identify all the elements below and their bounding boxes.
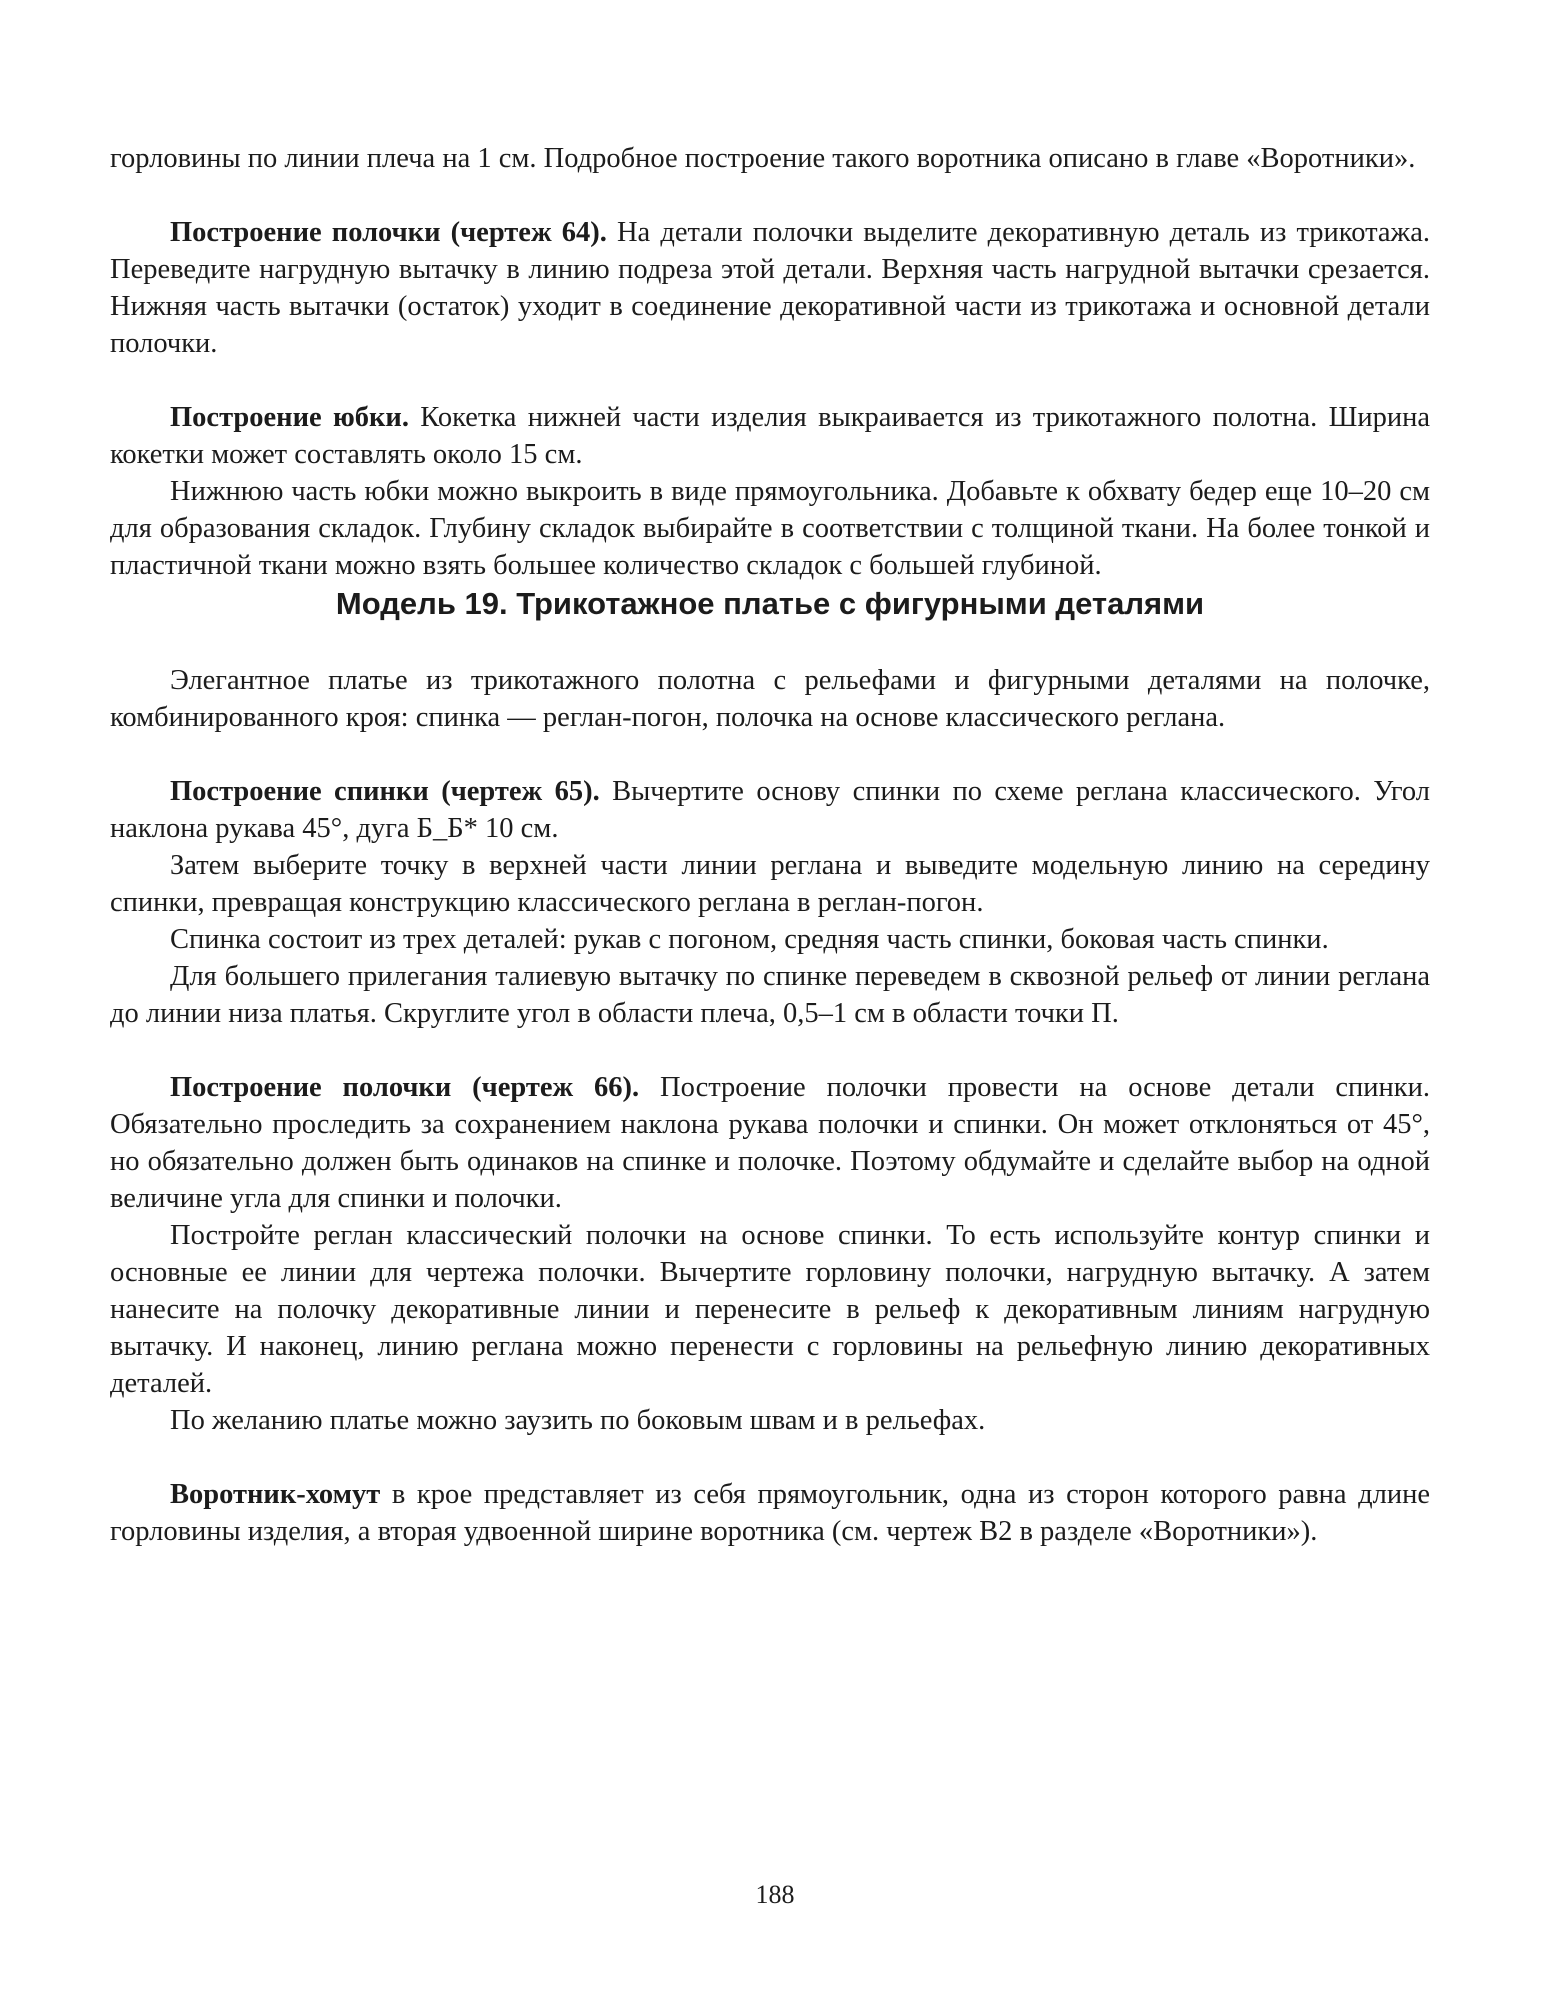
paragraph-text: Постройте реглан классический полочки на основе спинки. То есть используйте контур спинки и основные ее линии для чертежа полочки. Вычертите горловину полочки, нагрудную вытачку. А затем нанесите на полочку декоративные линии и перенесите в рельеф к декоративным линиям нагрудную вытачку. И наконец, линию реглана можно перенести с горловины на рельефную линию декоративных деталей. [110,1220,1430,1399]
paragraph-text: Затем выберите точку в верхней части линии реглана и выведите модельную линию на середину спинки, превращая конструкцию классического реглана в реглан-погон. [110,850,1430,918]
paragraph-back-construction-65 [110,773,1430,847]
paragraph-front-construction-64 [110,214,1430,362]
section-heading: Модель 19. Трикотажное платье с фигурными деталями [335,586,1205,621]
paragraph-lead: Построение полочки (чертеж 64). [170,217,607,248]
paragraph-back-step-3 [110,921,1430,958]
paragraph-back-step-2 [110,847,1430,921]
paragraph-text: По желанию платье можно заузить по боковым швам и в рельефах. [170,1405,986,1436]
paragraph-text: Спинка состоит из трех деталей: рукав с погоном, средняя часть спинки, боковая часть спинки. [170,924,1329,955]
paragraph-back-step-4 [110,958,1430,1032]
paragraph-text: Построение полочки провести на основе детали спинки. Обязательно проследить за сохранением наклона рукава полочки и спинки. Он может отклоняться от 45°, но обязательно должен быть одинаков на спинке и полочке. Поэтому обдумайте и сделайте выбор на одной величине угла для спинки и полочки. [110,1072,1430,1214]
paragraph-text: На детали полочки выделите декоративную деталь из трикотажа. Переведите нагрудную вытачку в линию подреза этой детали. Верхняя часть нагрудной вытачки срезается. Нижняя часть вытачки (остаток) уходит в соединение декоративной части из трикотажа и основной детали полочки. [110,217,1430,359]
paragraph-text: Элегантное платье из трикотажного полотна с рельефами и фигурными деталями на полочке, комбинированного кроя: спинка — реглан-погон, полочка на основе классического реглана. [110,665,1430,733]
paragraph-front-construction-66 [110,1069,1430,1217]
paragraph-text: Нижнюю часть юбки можно выкроить в виде прямоугольника. Добавьте к обхвату бедер еще 10–20 см для образования складок. Глубину складок выбирайте в соответствии с толщиной ткани. На более тонкой и пластичной ткани можно взять большее количество складок с большей глубиной. [110,476,1430,581]
paragraph-collar [110,1476,1430,1550]
paragraph-text: Кокетка нижней части изделия выкраивается из трикотажного полотна. Ширина кокетки может составлять около 15 см. [110,402,1430,470]
paragraph-skirt-lower [110,473,1430,584]
paragraph-model-intro [110,662,1430,736]
paragraph-lead: Построение спинки (чертеж 65). [170,776,600,807]
paragraph-skirt-construction [110,399,1430,473]
paragraph-front-step-2 [110,1217,1430,1402]
paragraph-text: горловины по линии плеча на 1 см. Подробное построение такого воротника описано в главе «Воротники». [110,143,1416,174]
paragraph-lead: Воротник-хомут [170,1479,381,1510]
paragraph-lead: Построение полочки (чертеж 66). [170,1072,640,1103]
paragraph-text: Вычертите основу спинки по схеме реглана классического. Угол наклона рукава 45°, дуга Б_Б* 10 см. [110,776,1430,844]
paragraph-text: Для большего прилегания талиевую вытачку по спинке переведем в сквозной рельеф от линии реглана до линии низа платья. Скруглите угол в области плеча, 0,5–1 см в области точки П. [110,961,1430,1029]
paragraph-text: в крое представляет из себя прямоугольник, одна из сторон которого равна длине горловины изделия, а вторая удвоенной ширине воротника (см. чертеж В2 в разделе «Воротники»). [110,1479,1430,1547]
page-number: 188 [755,1880,795,1909]
paragraph-front-step-3 [110,1402,1430,1439]
paragraph-continuation [110,140,1430,177]
page-content [110,140,1430,1550]
paragraph-lead: Построение юбки. [170,402,409,433]
